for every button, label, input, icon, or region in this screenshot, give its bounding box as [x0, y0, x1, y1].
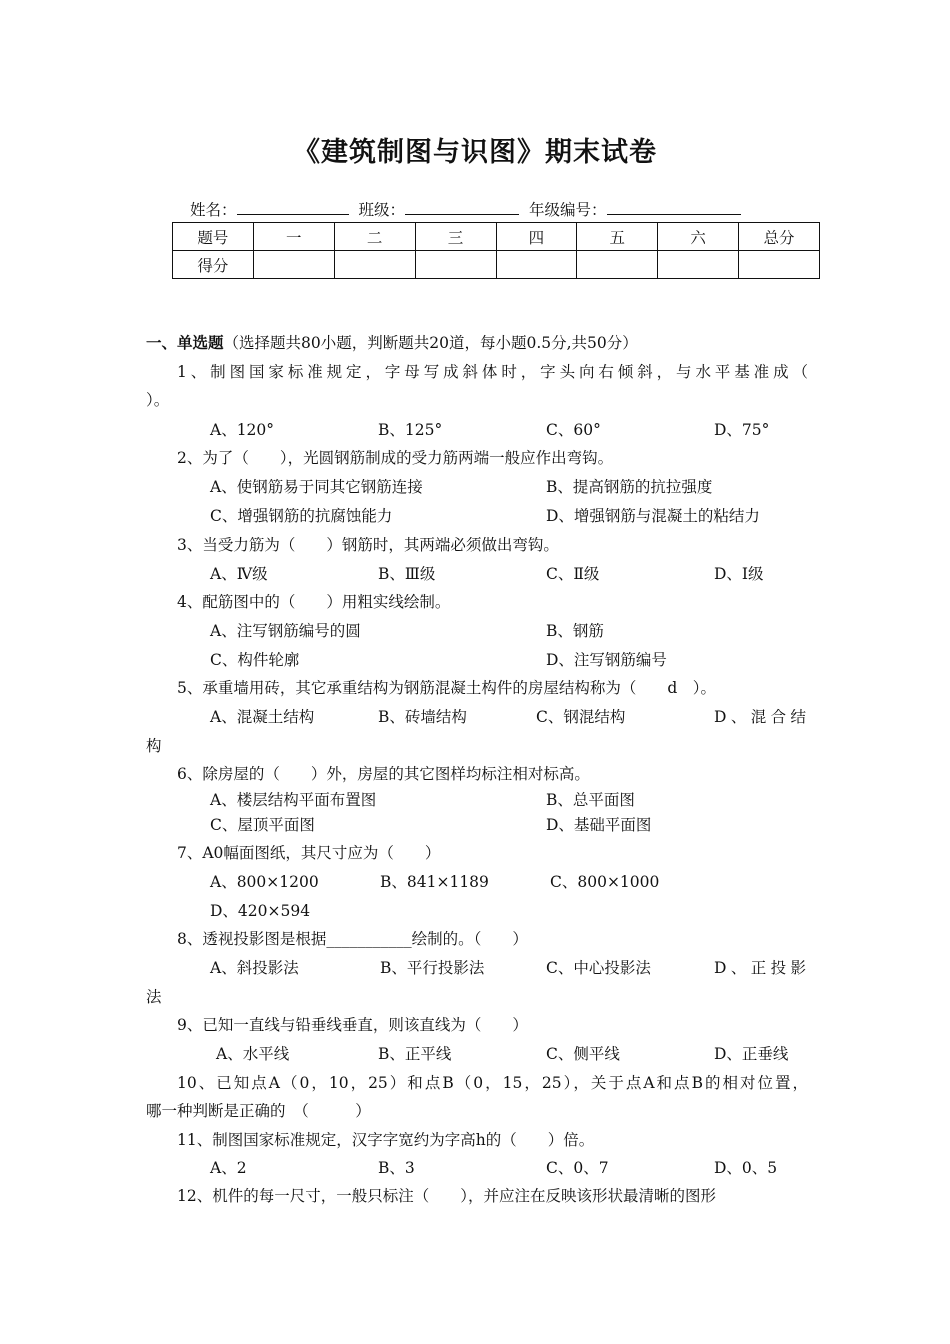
- option-9a[interactable]: A、水平线: [216, 1045, 290, 1063]
- question-10-text: 10、已知点A（0，10，25）和点B（0，15，25），关于点A和点B的相对位置，: [177, 1074, 808, 1092]
- option-7c[interactable]: C、800×1000: [550, 873, 660, 891]
- section-heading-row: [146, 333, 638, 353]
- question-3-text: 3、当受力筋为（ ）钢筋时，其两端必须做出弯钩。: [177, 536, 559, 554]
- option-1d[interactable]: D、75°: [714, 421, 770, 439]
- option-8d-wrap: 法: [146, 988, 162, 1006]
- option-9b[interactable]: B、正平线: [378, 1045, 452, 1063]
- score-cell[interactable]: [334, 251, 415, 279]
- score-header-cell: 六: [658, 223, 739, 251]
- score-cell[interactable]: [496, 251, 577, 279]
- grade-label: 年级编号：: [529, 201, 607, 219]
- option-6d[interactable]: D、基础平面图: [546, 816, 652, 834]
- option-5d-wrap: 构: [146, 737, 162, 755]
- option-8d[interactable]: D、正投影: [714, 959, 806, 977]
- score-cell[interactable]: [253, 251, 334, 279]
- question-1-text-cont: ）。: [146, 391, 170, 409]
- section-note: （选择题共80小题，判断题共20道，每小题0.5分,共50分）: [223, 334, 638, 352]
- score-cell[interactable]: [739, 251, 820, 279]
- question-7-text: 7、A0幅面图纸，其尺寸应为（ ）: [177, 844, 441, 862]
- score-table-header-row: [173, 223, 820, 251]
- score-header-cell: 五: [577, 223, 658, 251]
- option-8a[interactable]: A、斜投影法: [210, 959, 299, 977]
- score-header-cell: 四: [496, 223, 577, 251]
- class-blank[interactable]: [405, 200, 519, 215]
- question-6-text: 6、除房屋的（ ）外，房屋的其它图样均标注相对标高。: [177, 765, 590, 783]
- question-5-text: 5、承重墙用砖，其它承重结构为钢筋混凝土构件的房屋结构称为（ d ）。: [177, 679, 717, 697]
- option-7a[interactable]: A、800×1200: [210, 873, 319, 891]
- option-11c[interactable]: C、0、7: [546, 1159, 609, 1177]
- option-7d[interactable]: D、420×594: [210, 902, 311, 920]
- option-9c[interactable]: C、侧平线: [546, 1045, 620, 1063]
- option-7b[interactable]: B、841×1189: [380, 873, 489, 891]
- question-1-text: 1、制图国家标准规定，字母写成斜体时，字头向右倾斜，与水平基准成（: [177, 363, 808, 381]
- option-4d[interactable]: D、注写钢筋编号: [546, 651, 667, 669]
- score-header-cell: 题号: [173, 223, 254, 251]
- score-row-label: 得分: [173, 251, 254, 279]
- score-table-score-row: [173, 251, 820, 279]
- question-4-text: 4、配筋图中的（ ）用粗实线绘制。: [177, 593, 451, 611]
- grade-blank[interactable]: [607, 200, 741, 215]
- option-2c[interactable]: C、增强钢筋的抗腐蚀能力: [210, 507, 393, 525]
- option-3c[interactable]: C、Ⅱ级: [546, 565, 600, 583]
- score-cell[interactable]: [577, 251, 658, 279]
- question-2-text: 2、为了（ ），光圆钢筋制成的受力筋两端一般应作出弯钩。: [177, 449, 614, 467]
- name-label: 姓名：: [190, 201, 237, 219]
- option-9d[interactable]: D、正垂线: [714, 1045, 789, 1063]
- section-heading: 一、单选题: [146, 334, 224, 352]
- option-4a[interactable]: A、注写钢筋编号的圆: [210, 622, 361, 640]
- student-info-row: [190, 198, 751, 220]
- option-3d[interactable]: D、Ⅰ级: [714, 565, 764, 583]
- option-1c[interactable]: C、60°: [546, 421, 601, 439]
- option-8b[interactable]: B、平行投影法: [380, 959, 485, 977]
- name-blank[interactable]: [237, 200, 349, 215]
- score-header-cell: 三: [415, 223, 496, 251]
- option-1a[interactable]: A、120°: [210, 421, 275, 439]
- option-3b[interactable]: B、Ⅲ级: [378, 565, 436, 583]
- option-4b[interactable]: B、钢筋: [546, 622, 604, 640]
- page-title: 《建筑制图与识图》期末试卷: [293, 137, 657, 168]
- option-6a[interactable]: A、楼层结构平面布置图: [210, 791, 377, 809]
- question-11-text: 11、制图国家标准规定，汉字字宽约为字高h的（ ）倍。: [177, 1131, 595, 1149]
- option-11b[interactable]: B、3: [378, 1159, 415, 1177]
- option-1b[interactable]: B、125°: [378, 421, 443, 439]
- question-12-text: 12、机件的每一尺寸，一般只标注（ ），并应注在反映该形状最清晰的图形: [177, 1187, 716, 1205]
- option-2d[interactable]: D、增强钢筋与混凝土的粘结力: [546, 507, 760, 525]
- question-10-text-cont: 哪一种判断是正确的 （ ）: [146, 1102, 371, 1120]
- class-label: 班级：: [358, 201, 406, 219]
- option-3a[interactable]: A、Ⅳ级: [210, 565, 268, 583]
- score-cell[interactable]: [658, 251, 739, 279]
- option-5b[interactable]: B、砖墙结构: [378, 708, 467, 726]
- option-5a[interactable]: A、混凝土结构: [210, 708, 315, 726]
- score-header-cell: 一: [253, 223, 334, 251]
- score-table: [172, 222, 820, 279]
- option-2b[interactable]: B、提高钢筋的抗拉强度: [546, 478, 713, 496]
- score-header-cell: 二: [334, 223, 415, 251]
- option-6b[interactable]: B、总平面图: [546, 791, 635, 809]
- question-8-text: 8、透视投影图是根据___________绘制的。（ ）: [177, 930, 528, 948]
- option-11d[interactable]: D、0、5: [714, 1159, 778, 1177]
- option-4c[interactable]: C、构件轮廓: [210, 651, 300, 669]
- option-8c[interactable]: C、中心投影法: [546, 959, 651, 977]
- option-11a[interactable]: A、2: [210, 1159, 247, 1177]
- option-5d[interactable]: D、混合结: [714, 708, 806, 726]
- option-2a[interactable]: A、使钢筋易于同其它钢筋连接: [210, 478, 423, 496]
- question-9-text: 9、已知一直线与铅垂线垂直，则该直线为（ ）: [177, 1016, 528, 1034]
- score-cell[interactable]: [415, 251, 496, 279]
- option-5c[interactable]: C、钢混结构: [536, 708, 626, 726]
- score-header-cell: 总分: [739, 223, 820, 251]
- option-6c[interactable]: C、屋顶平面图: [210, 816, 315, 834]
